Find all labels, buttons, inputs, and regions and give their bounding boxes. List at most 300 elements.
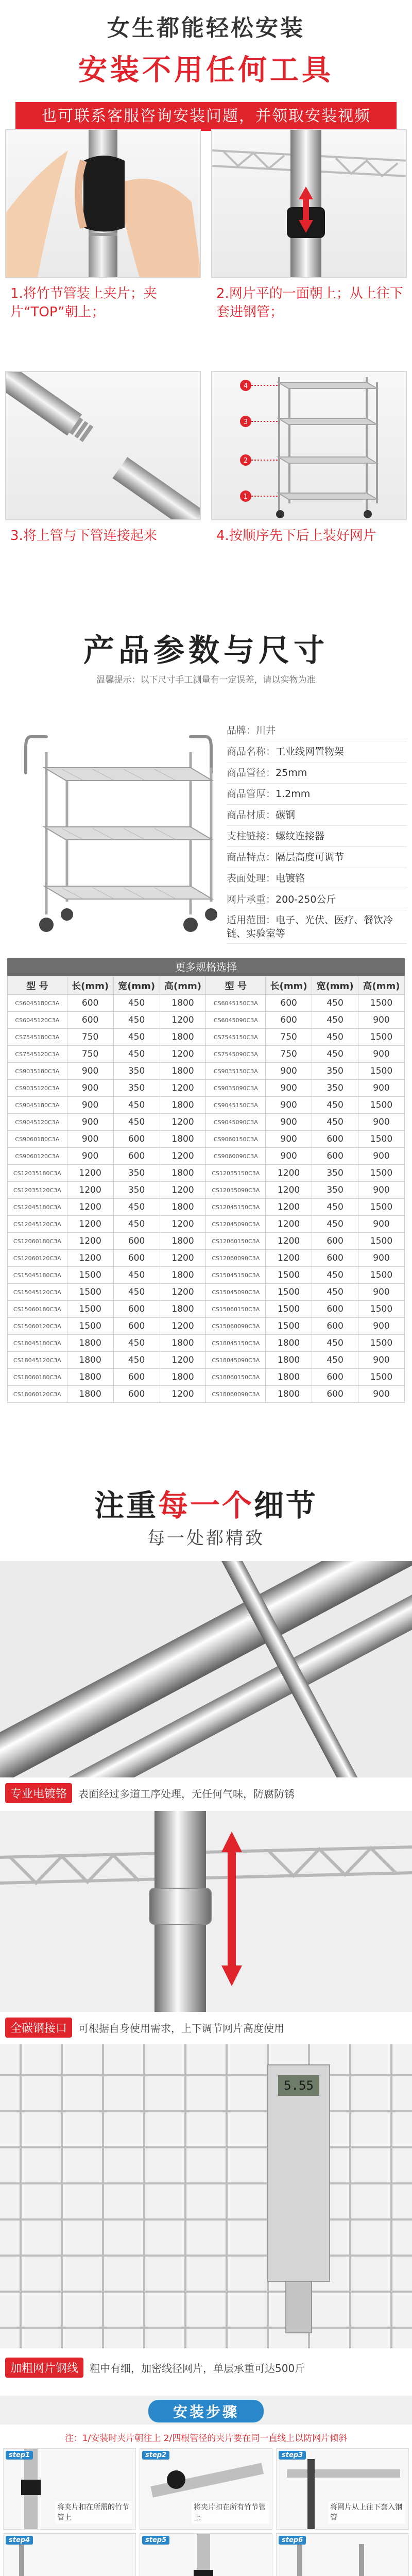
- details-title-highlight: 每一个: [158, 1488, 254, 1523]
- model-cell: CS9060180C3A: [8, 1131, 67, 1148]
- dimension-cell: 1200: [160, 1352, 206, 1369]
- dimension-cell: 450: [312, 995, 358, 1012]
- dimension-cell: 600: [67, 1012, 113, 1029]
- model-cell: CS7545150C3A: [206, 1029, 266, 1046]
- install-step-4: [3, 2533, 136, 2576]
- dimension-cell: 1500: [266, 1318, 312, 1335]
- header-line1: 女生都能轻松安装: [107, 15, 305, 41]
- dimension-cell: 450: [312, 1029, 358, 1046]
- table-caption: 更多规格选择: [7, 958, 405, 976]
- table-row: [8, 1284, 405, 1301]
- dimension-cell: 1200: [266, 1250, 312, 1267]
- dimension-cell: 1800: [160, 1131, 206, 1148]
- dimension-cell: 1800: [266, 1335, 312, 1352]
- step-number: step5: [142, 2536, 169, 2545]
- dimension-cell: 600: [113, 1250, 160, 1267]
- table-header-cell: 型 号: [206, 976, 266, 995]
- table-row: [8, 1318, 405, 1335]
- dimension-cell: 350: [113, 1080, 160, 1097]
- dimension-cell: 900: [67, 1148, 113, 1165]
- dimension-cell: 1800: [160, 1267, 206, 1284]
- feature-chrome: [0, 1780, 412, 1806]
- model-cell: CS9045120C3A: [8, 1114, 67, 1131]
- model-cell: CS18060090C3A: [206, 1386, 266, 1403]
- table-row: [8, 1335, 405, 1352]
- dimension-cell: 1800: [160, 1165, 206, 1182]
- table-row: [8, 1182, 405, 1199]
- dimension-cell: 450: [113, 1216, 160, 1233]
- dimension-cell: 900: [266, 1114, 312, 1131]
- dimension-cell: 1800: [67, 1335, 113, 1352]
- table-row: [8, 1165, 405, 1182]
- step-photo-2: [211, 129, 407, 321]
- dimension-cell: 350: [113, 1063, 160, 1080]
- dimension-cell: 750: [266, 1029, 312, 1046]
- model-cell: CS18045150C3A: [206, 1335, 266, 1352]
- dimension-cell: 900: [67, 1080, 113, 1097]
- header: [0, 0, 412, 129]
- details-subtitle: 每一处都精致: [147, 1528, 265, 1549]
- service-banner: 也可联系客服咨询安装问题，并领取安装视频: [15, 102, 397, 131]
- table-row: [8, 1097, 405, 1114]
- dimension-cell: 900: [358, 1046, 405, 1063]
- pipe-connect-illustration: [6, 372, 201, 520]
- dimension-cell: 600: [312, 1369, 358, 1386]
- table-row: [8, 1301, 405, 1318]
- dimension-cell: 1500: [358, 1029, 405, 1046]
- dimension-cell: 450: [312, 1012, 358, 1029]
- table-row: [8, 1369, 405, 1386]
- dimension-cell: 1200: [67, 1182, 113, 1199]
- wire-grid-illustration: [0, 2044, 412, 2348]
- dimension-cell: 1200: [160, 1386, 206, 1403]
- step-number: step4: [6, 2536, 33, 2545]
- model-cell: CS15060090C3A: [206, 1318, 266, 1335]
- dimension-cell: 750: [266, 1046, 312, 1063]
- dimension-cell: 600: [312, 1250, 358, 1267]
- spec-row: 适用范围：电子、光伏、医疗、餐饮冷链、实验室等: [227, 910, 407, 944]
- dimension-cell: 1200: [266, 1216, 312, 1233]
- model-cell: CS15045090C3A: [206, 1284, 266, 1301]
- step-text: 将夹片扣在所有竹节管上: [192, 2501, 269, 2524]
- dimension-cell: 450: [312, 1114, 358, 1131]
- dimension-cell: 1500: [358, 1165, 405, 1182]
- dimension-cell: 450: [113, 1046, 160, 1063]
- cart-product-illustration: [10, 716, 227, 943]
- table-header-cell: 高(mm): [358, 976, 405, 995]
- details-title: [0, 1481, 412, 1524]
- feature-joint: [0, 2014, 412, 2040]
- step-photo-3: [5, 371, 201, 545]
- spec-row: 表面处理：电镀铬: [227, 868, 407, 889]
- dimension-cell: 900: [67, 1114, 113, 1131]
- model-cell: CS15045180C3A: [8, 1267, 67, 1284]
- table-row: [8, 1012, 405, 1029]
- detail-photo-wire: [0, 2044, 412, 2348]
- step-caption-1: 1.将竹节管装上夹片；夹片“TOP”朝上；: [10, 286, 157, 320]
- model-cell: CS15045120C3A: [8, 1284, 67, 1301]
- dimension-cell: 600: [312, 1386, 358, 1403]
- dimension-cell: 1200: [266, 1182, 312, 1199]
- step-text: 将夹片扣在所需的竹节管上: [55, 2501, 132, 2524]
- dimension-cell: 1200: [67, 1199, 113, 1216]
- install-step-5: [140, 2533, 272, 2576]
- dimension-cell: 1200: [160, 1318, 206, 1335]
- dimension-cell: 350: [312, 1063, 358, 1080]
- dimension-cell: 1200: [160, 1046, 206, 1063]
- spec-row: 商品管厚：1.2mm: [227, 784, 407, 805]
- dimension-cell: 900: [266, 1097, 312, 1114]
- spec-row: 品牌：川井: [227, 720, 407, 741]
- dimension-cell: 1200: [160, 1114, 206, 1131]
- feature-wire: [0, 2354, 412, 2380]
- model-cell: CS18060120C3A: [8, 1386, 67, 1403]
- dimension-cell: 350: [312, 1080, 358, 1097]
- model-cell: CS12060180C3A: [8, 1233, 67, 1250]
- dimension-cell: 1200: [266, 1165, 312, 1182]
- dimension-cell: 1200: [160, 1216, 206, 1233]
- dimension-cell: 600: [113, 1233, 160, 1250]
- dimension-cell: 900: [358, 1250, 405, 1267]
- table-row: [8, 1352, 405, 1369]
- dimension-cell: 1500: [358, 1301, 405, 1318]
- dimension-cell: 450: [312, 1352, 358, 1369]
- model-cell: CS12035180C3A: [8, 1165, 67, 1182]
- model-cell: CS6045180C3A: [8, 995, 67, 1012]
- svg-text:3: 3: [243, 418, 248, 426]
- svg-text:4: 4: [243, 382, 248, 390]
- dimension-cell: 600: [67, 995, 113, 1012]
- table-row: [8, 1114, 405, 1131]
- model-cell: CS12035150C3A: [206, 1165, 266, 1182]
- table-row: [8, 1267, 405, 1284]
- chrome-pole-illustration: [0, 1561, 412, 1777]
- dimension-cell: 1500: [67, 1301, 113, 1318]
- params-title: 产品参数与尺寸: [83, 633, 329, 669]
- dimension-cell: 600: [113, 1131, 160, 1148]
- dimension-cell: 900: [266, 1080, 312, 1097]
- dimension-cell: 900: [67, 1131, 113, 1148]
- dimension-cell: 900: [358, 1318, 405, 1335]
- spec-row: 商品管径：25mm: [227, 762, 407, 784]
- step-caption-4: 4.按顺序先下后上装好网片: [216, 528, 376, 544]
- dimension-cell: 1500: [358, 1335, 405, 1352]
- dimension-cell: 1800: [67, 1386, 113, 1403]
- model-cell: CS9045150C3A: [206, 1097, 266, 1114]
- dimension-cell: 1200: [266, 1199, 312, 1216]
- dimension-cell: 1800: [160, 1029, 206, 1046]
- model-cell: CS9060090C3A: [206, 1148, 266, 1165]
- feature-tag: 专业电镀铬: [5, 1783, 72, 1803]
- dimension-cell: 1800: [160, 1369, 206, 1386]
- dimension-cell: 1800: [160, 1301, 206, 1318]
- dimension-cell: 1200: [67, 1216, 113, 1233]
- dimension-cell: 900: [358, 1352, 405, 1369]
- model-cell: CS18060150C3A: [206, 1369, 266, 1386]
- dimension-cell: 600: [312, 1318, 358, 1335]
- shelf-corner-illustration: [212, 130, 407, 278]
- dimension-cell: 1200: [160, 1080, 206, 1097]
- dimension-cell: 450: [113, 1335, 160, 1352]
- model-cell: CS12035090C3A: [206, 1182, 266, 1199]
- table-body: [8, 995, 405, 1403]
- table-row: [8, 1029, 405, 1046]
- dimension-cell: 450: [312, 1097, 358, 1114]
- table-header-cell: 型 号: [8, 976, 67, 995]
- model-cell: CS18045120C3A: [8, 1352, 67, 1369]
- dimension-cell: 1500: [67, 1284, 113, 1301]
- dimension-cell: 1200: [160, 1250, 206, 1267]
- dimension-cell: 1500: [358, 1131, 405, 1148]
- step-photo-4: [211, 371, 407, 545]
- step-number: step6: [279, 2536, 306, 2545]
- install-step-1: [3, 2448, 136, 2530]
- table-row: [8, 1233, 405, 1250]
- feature-tag: 全碳钢接口: [5, 2018, 72, 2038]
- dimension-cell: 450: [113, 1114, 160, 1131]
- caliper-reading: 5.55: [284, 2078, 314, 2093]
- photo-clip-hand: [5, 129, 201, 278]
- table-row: [8, 1386, 405, 1403]
- dimension-cell: 600: [113, 1148, 160, 1165]
- dimension-cell: 450: [113, 1267, 160, 1284]
- dimension-cell: 450: [312, 1216, 358, 1233]
- dimension-cell: 600: [266, 1012, 312, 1029]
- dimension-cell: 450: [113, 995, 160, 1012]
- dimension-cell: 1800: [160, 1097, 206, 1114]
- dimension-cell: 900: [266, 1131, 312, 1148]
- spec-row: 支柱链接：螺纹连接器: [227, 826, 407, 847]
- dimension-cell: 900: [358, 1114, 405, 1131]
- dimension-cell: 600: [113, 1369, 160, 1386]
- model-cell: CS7545120C3A: [8, 1046, 67, 1063]
- model-cell: CS9060150C3A: [206, 1131, 266, 1148]
- dimension-cell: 1200: [67, 1250, 113, 1267]
- step-caption-2: 2.网片平的一面朝上；从上往下套进钢管；: [216, 286, 403, 320]
- model-cell: CS15060120C3A: [8, 1318, 67, 1335]
- dimension-cell: 1500: [358, 995, 405, 1012]
- dimension-cell: 600: [312, 1301, 358, 1318]
- dimension-cell: 1500: [358, 1369, 405, 1386]
- dimension-cell: 600: [113, 1318, 160, 1335]
- dimension-cell: 1800: [266, 1352, 312, 1369]
- joint-illustration: [0, 1811, 412, 2012]
- dimension-cell: 1500: [358, 1233, 405, 1250]
- details-title-part: 注重: [94, 1488, 158, 1523]
- table-header-cell: 长(mm): [266, 976, 312, 995]
- model-cell: CS9045180C3A: [8, 1097, 67, 1114]
- feature-tag: 加粗网片钢线: [5, 2358, 83, 2378]
- dimension-cell: 600: [266, 995, 312, 1012]
- dimension-cell: 900: [358, 1148, 405, 1165]
- model-cell: CS9035180C3A: [8, 1063, 67, 1080]
- dimension-cell: 450: [312, 1199, 358, 1216]
- install-note: 注：1/安装时夹片朝往上 2/四根管径的夹片要在同一直线上以防网片倾斜: [64, 2433, 348, 2444]
- spec-row: 商品名称：工业线网置物架: [227, 741, 407, 762]
- dimension-cell: 750: [67, 1046, 113, 1063]
- table-row: [8, 995, 405, 1012]
- dimension-cell: 1500: [266, 1284, 312, 1301]
- details-title-part: 细节: [254, 1488, 318, 1523]
- dimension-cell: 600: [113, 1386, 160, 1403]
- model-cell: CS18060180C3A: [8, 1369, 67, 1386]
- model-cell: CS6045090C3A: [206, 1012, 266, 1029]
- install-step-3: [276, 2448, 409, 2530]
- photo-pipe-connect: [5, 371, 201, 520]
- dimension-cell: 900: [266, 1148, 312, 1165]
- header-line2: 安装不用任何工具: [78, 54, 334, 87]
- dimension-cell: 900: [358, 1284, 405, 1301]
- table-row: [8, 1250, 405, 1267]
- table-header-row: [8, 976, 405, 995]
- dimension-cell: 450: [113, 1199, 160, 1216]
- dimension-cell: 450: [113, 1352, 160, 1369]
- feature-text: 可根据自身使用需求，上下调节网片高度使用: [78, 2022, 285, 2035]
- model-cell: CS15060150C3A: [206, 1301, 266, 1318]
- table-row: [8, 1080, 405, 1097]
- model-cell: CS6045120C3A: [8, 1012, 67, 1029]
- dimension-cell: 1800: [160, 1233, 206, 1250]
- dimension-cell: 1500: [67, 1318, 113, 1335]
- step-caption-3: 3.将上管与下管连接起来: [10, 528, 157, 544]
- dimension-cell: 350: [312, 1165, 358, 1182]
- dimension-cell: 600: [312, 1131, 358, 1148]
- dimension-cell: 900: [358, 1012, 405, 1029]
- table-header-cell: 宽(mm): [113, 976, 160, 995]
- table-row: [8, 1063, 405, 1080]
- dimension-cell: 450: [113, 1284, 160, 1301]
- svg-text:2: 2: [243, 457, 248, 465]
- install-step-6: [276, 2533, 409, 2576]
- model-cell: CS15045150C3A: [206, 1267, 266, 1284]
- step-text: 将网片从上往下套入钢管: [328, 2501, 405, 2524]
- spec-row: 商品特点：隔层高度可调节: [227, 847, 407, 868]
- dimension-cell: 1200: [160, 1182, 206, 1199]
- install-header-bar: [0, 2396, 412, 2425]
- size-spec-table: [7, 958, 405, 1403]
- install-steps-grid: [3, 2448, 409, 2576]
- model-cell: CS12060150C3A: [206, 1233, 266, 1250]
- model-cell: CS18045090C3A: [206, 1352, 266, 1369]
- model-cell: CS9035150C3A: [206, 1063, 266, 1080]
- model-cell: CS9035120C3A: [8, 1080, 67, 1097]
- dimension-cell: 350: [113, 1182, 160, 1199]
- model-cell: CS12045180C3A: [8, 1199, 67, 1216]
- dimension-cell: 450: [312, 1335, 358, 1352]
- clip-hand-illustration: [6, 130, 201, 278]
- dimension-cell: 1500: [67, 1267, 113, 1284]
- dimension-cell: 450: [113, 1029, 160, 1046]
- dimension-cell: 1800: [160, 1335, 206, 1352]
- dimension-cell: 900: [358, 1216, 405, 1233]
- spec-row: 网片承重：200-250公斤: [227, 889, 407, 910]
- feature-text: 粗中有细，加密线径网片，单层承重可达500斤: [90, 2362, 305, 2375]
- table-row: [8, 1148, 405, 1165]
- model-cell: CS9060120C3A: [8, 1148, 67, 1165]
- dimension-cell: 1800: [160, 1199, 206, 1216]
- table-row: [8, 1199, 405, 1216]
- dimension-cell: 1500: [358, 1267, 405, 1284]
- dimension-cell: 750: [67, 1029, 113, 1046]
- dimension-cell: 450: [312, 1046, 358, 1063]
- step-number: step3: [279, 2451, 306, 2460]
- photo-four-tier-shelf: [211, 371, 407, 520]
- model-cell: CS18045180C3A: [8, 1335, 67, 1352]
- dimension-cell: 1500: [266, 1301, 312, 1318]
- dimension-cell: 1200: [67, 1233, 113, 1250]
- dimension-cell: 1200: [160, 1012, 206, 1029]
- detail-photo-joint: [0, 1811, 412, 2012]
- install-photo-grid: [0, 129, 412, 608]
- dimension-cell: 600: [312, 1233, 358, 1250]
- model-cell: CS15060180C3A: [8, 1301, 67, 1318]
- table-header-cell: 长(mm): [67, 976, 113, 995]
- dimension-cell: 1800: [67, 1369, 113, 1386]
- dimension-cell: 1800: [67, 1352, 113, 1369]
- dimension-cell: 600: [113, 1301, 160, 1318]
- dimension-cell: 900: [266, 1063, 312, 1080]
- dimension-cell: 450: [113, 1012, 160, 1029]
- model-cell: CS12045090C3A: [206, 1216, 266, 1233]
- dimension-cell: 1200: [266, 1233, 312, 1250]
- model-cell: CS12045150C3A: [206, 1199, 266, 1216]
- dimension-cell: 900: [358, 1182, 405, 1199]
- model-cell: CS9045090C3A: [206, 1114, 266, 1131]
- dimension-cell: 1500: [358, 1063, 405, 1080]
- dimension-cell: 350: [113, 1165, 160, 1182]
- model-cell: CS12060090C3A: [206, 1250, 266, 1267]
- dimension-cell: 350: [312, 1182, 358, 1199]
- dimension-cell: 600: [312, 1148, 358, 1165]
- dimension-cell: 900: [358, 1386, 405, 1403]
- step-number: step1: [6, 2451, 33, 2460]
- feature-text: 表面经过多道工序处理，无任何气味，防腐防锈: [78, 1787, 295, 1800]
- model-cell: CS12060120C3A: [8, 1250, 67, 1267]
- dimension-cell: 900: [67, 1063, 113, 1080]
- dimension-cell: 1200: [160, 1148, 206, 1165]
- params-note: 温馨提示：以下尺寸手工测量有一定误差，请以实物为准: [96, 675, 316, 685]
- install-title: 安装步骤: [148, 2400, 264, 2422]
- photo-shelf-corner: [211, 129, 407, 278]
- dimension-cell: 1200: [160, 1284, 206, 1301]
- step-number: step2: [142, 2451, 169, 2460]
- spec-list: [227, 720, 407, 944]
- dimension-cell: 1800: [266, 1386, 312, 1403]
- detail-photo-chrome: [0, 1561, 412, 1777]
- table-row: [8, 1046, 405, 1063]
- dimension-cell: 1800: [266, 1369, 312, 1386]
- table-row: [8, 1216, 405, 1233]
- table-header-cell: 高(mm): [160, 976, 206, 995]
- four-tier-shelf-illustration: [212, 372, 407, 520]
- table-row: [8, 1131, 405, 1148]
- dimension-cell: 1200: [67, 1165, 113, 1182]
- dimension-cell: 450: [312, 1284, 358, 1301]
- dimension-cell: 1500: [266, 1267, 312, 1284]
- dimension-cell: 450: [312, 1267, 358, 1284]
- svg-text:1: 1: [243, 493, 248, 501]
- dimension-cell: 450: [113, 1097, 160, 1114]
- table-header-cell: 宽(mm): [312, 976, 358, 995]
- step-photo-1: [5, 129, 201, 321]
- dimension-cell: 1500: [358, 1097, 405, 1114]
- dimension-cell: 1500: [358, 1199, 405, 1216]
- model-cell: CS7545180C3A: [8, 1029, 67, 1046]
- dimension-cell: 1800: [160, 995, 206, 1012]
- dimension-cell: 900: [67, 1097, 113, 1114]
- install-step-2: [140, 2448, 272, 2530]
- dimension-cell: 1800: [160, 1063, 206, 1080]
